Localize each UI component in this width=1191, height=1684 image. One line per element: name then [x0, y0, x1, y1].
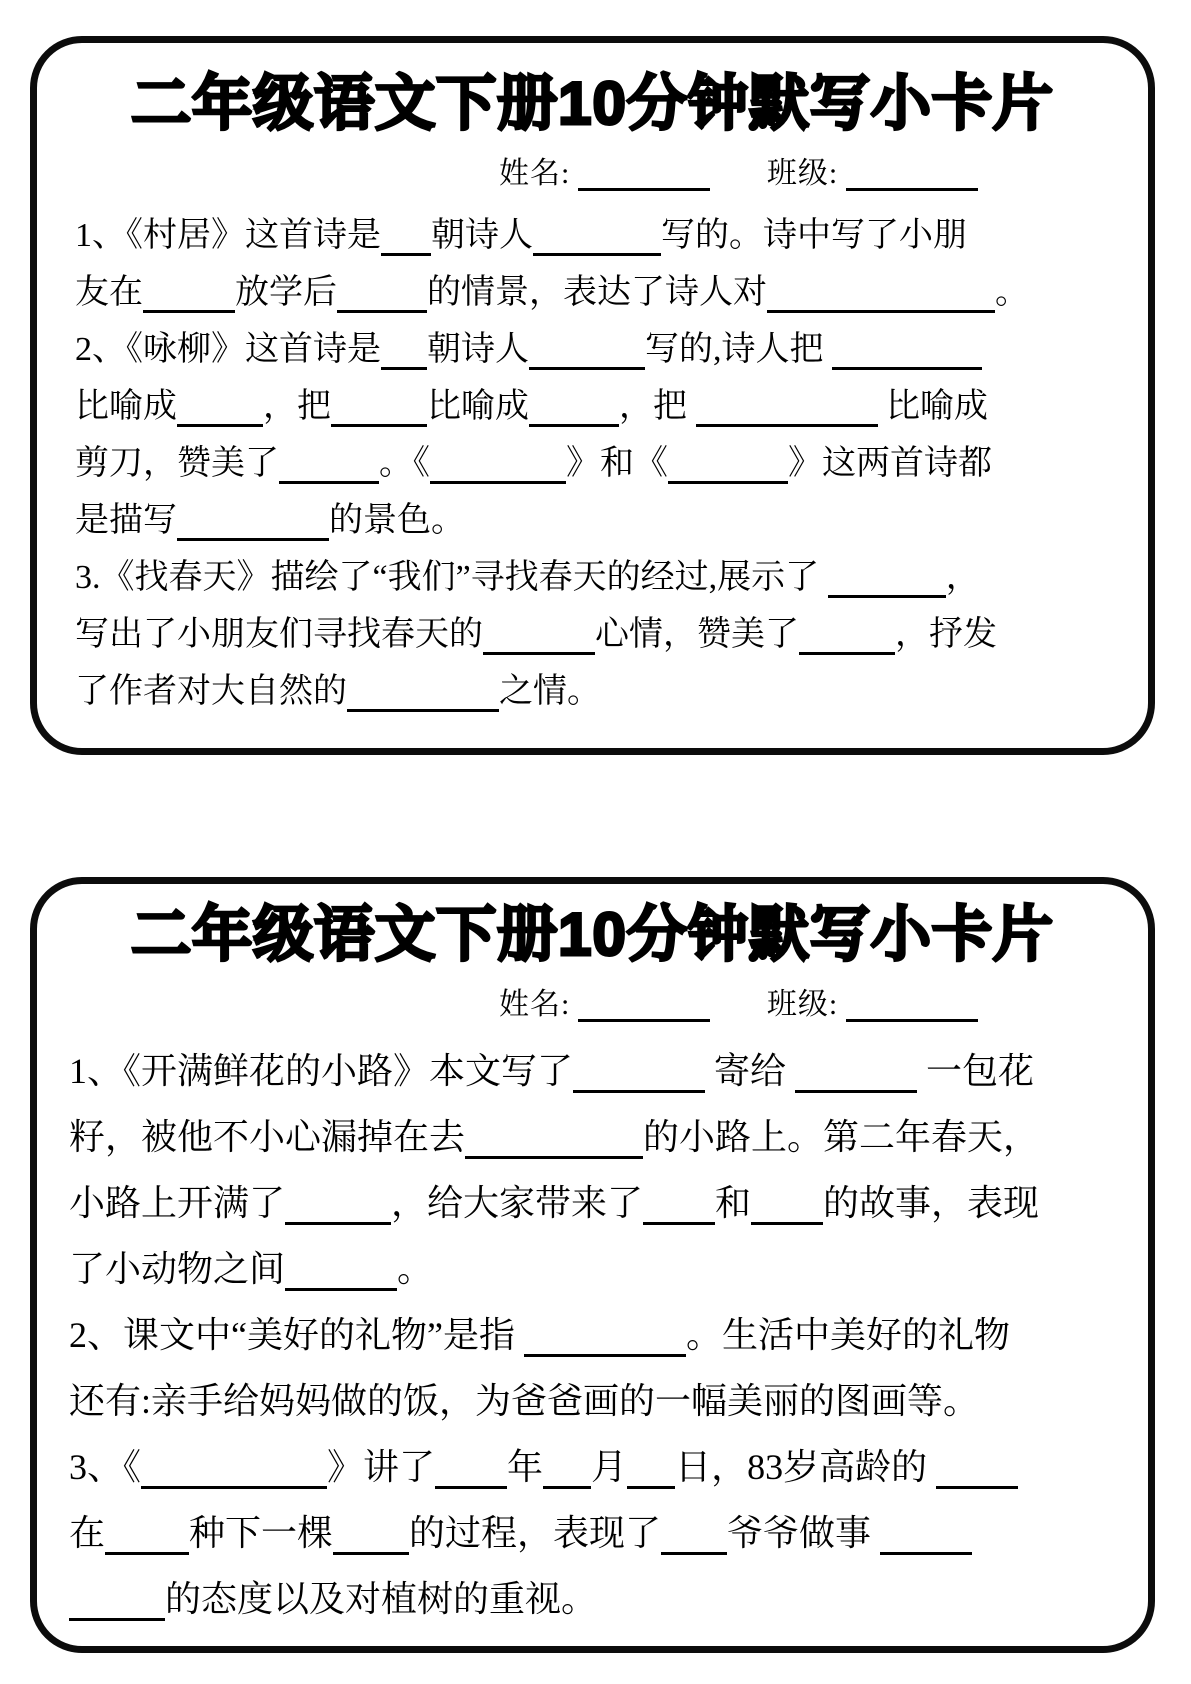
question-text: 比喻成: [427, 388, 529, 425]
question-text: 3.《找春天》描绘了“我们”寻找春天的经过,展示了: [75, 559, 828, 596]
question-text: 写出了小朋友们寻找春天的: [75, 616, 483, 653]
answer-blank-line: [668, 450, 788, 484]
answer-blank-line: [435, 1453, 507, 1489]
question-text: 了小动物之间: [69, 1249, 286, 1289]
question-line: [69, 1302, 1114, 1368]
question-text: 籽，被他不小心漏掉在去: [69, 1117, 466, 1157]
answer-blank-line: [696, 393, 878, 427]
answer-blank-line: [285, 1189, 391, 1225]
name-label: 姓名:: [499, 988, 571, 1021]
answer-blank-line: [627, 1453, 675, 1489]
question-line: [75, 663, 1114, 720]
question-line: [75, 549, 1114, 606]
name-class-row: [37, 982, 1148, 1028]
answer-blank-line: [936, 1453, 1018, 1489]
question-text: 。: [995, 274, 1029, 311]
question-text: 是描写: [75, 502, 177, 539]
answer-blank-line: [573, 1057, 705, 1093]
answer-blank-line: [143, 279, 235, 313]
answer-blank-line: [529, 336, 645, 370]
answer-blank-line: [381, 336, 427, 370]
question-line: [69, 1434, 1114, 1500]
question-text: 比喻成: [75, 388, 177, 425]
question-text: 1、《村居》这首诗是: [75, 217, 381, 254]
question-text: 心情，赞美了: [595, 616, 799, 653]
question-line: [75, 207, 1114, 264]
question-text: 朝诗人: [427, 331, 529, 368]
question-text: 。: [397, 1249, 434, 1289]
answer-blank-line: [333, 1519, 409, 1555]
name-blank-line: [578, 161, 710, 191]
answer-blank-line: [177, 507, 329, 541]
question-text: 的景色。: [329, 502, 465, 539]
question-text: 年: [507, 1447, 544, 1487]
question-text: 寄给: [705, 1051, 796, 1091]
question-lines: [37, 1028, 1148, 1632]
name-blank-line: [578, 992, 710, 1022]
question-text: 爷爷做事: [727, 1513, 881, 1553]
question-line: [69, 1038, 1114, 1104]
answer-blank-line: [529, 393, 619, 427]
question-text: 友在: [75, 274, 143, 311]
question-text: 2、《咏柳》这首诗是: [75, 331, 381, 368]
question-text: ，抒发: [895, 616, 997, 653]
card-title: 二年级语文下册10分钟默写小卡片: [131, 70, 1054, 137]
question-lines: [37, 197, 1148, 720]
card-title: 二年级语文下册10分钟默写小卡片: [131, 901, 1054, 968]
answer-blank-line: [661, 1519, 727, 1555]
dictation-card-2: [30, 877, 1155, 1653]
question-text: 2、课文中“美好的礼物”是指: [69, 1315, 524, 1355]
question-line: [69, 1104, 1114, 1170]
question-text: ，给大家带来了: [391, 1183, 644, 1223]
answer-blank-line: [279, 450, 379, 484]
question-text: 月: [591, 1447, 628, 1487]
question-text: 和: [715, 1183, 752, 1223]
answer-blank-line: [524, 1321, 686, 1357]
question-text: 》这两首诗都: [788, 445, 992, 482]
question-text: 比喻成: [877, 388, 988, 425]
answer-blank-line: [285, 1255, 397, 1291]
question-text: 的故事，表现: [823, 1183, 1040, 1223]
name-label: 姓名:: [499, 157, 571, 190]
dictation-card-1: [30, 36, 1155, 755]
question-text: 剪刀，赞美了: [75, 445, 279, 482]
question-line: [69, 1236, 1114, 1302]
question-line: [75, 264, 1114, 321]
answer-blank-line: [105, 1519, 189, 1555]
question-line: [69, 1566, 1114, 1632]
answer-blank-line: [69, 1585, 165, 1621]
question-text: 写的,诗人把: [645, 331, 832, 368]
question-text: ，把: [263, 388, 331, 425]
question-line: [69, 1500, 1114, 1566]
answer-blank-line: [828, 564, 946, 598]
answer-blank-line: [533, 222, 661, 256]
question-text: 的过程，表现了: [409, 1513, 662, 1553]
answer-blank-line: [643, 1189, 715, 1225]
question-text: 。《: [379, 445, 430, 482]
answer-blank-line: [483, 621, 595, 655]
question-line: [75, 435, 1114, 492]
answer-blank-line: [767, 279, 995, 313]
question-text: 的情景，表达了诗人对: [427, 274, 767, 311]
question-text: 1、《开满鲜花的小路》本文写了: [69, 1051, 574, 1091]
answer-blank-line: [337, 279, 427, 313]
question-text: 放学后: [235, 274, 337, 311]
answer-blank-line: [347, 678, 499, 712]
answer-blank-line: [381, 222, 431, 256]
question-text: 之情。: [499, 673, 601, 710]
question-text: 还有:亲手给妈妈做的饭，为爸爸画的一幅美丽的图画等。: [69, 1381, 980, 1421]
question-line: [75, 321, 1114, 378]
name-class-row: [37, 151, 1148, 197]
question-text: 的小路上。第二年春天，: [643, 1117, 1040, 1157]
answer-blank-line: [331, 393, 427, 427]
question-text: ，: [945, 559, 980, 596]
question-text: 小路上开满了: [69, 1183, 286, 1223]
class-label: 班级:: [766, 157, 839, 190]
question-text: 》讲了: [327, 1447, 436, 1487]
question-line: [75, 378, 1114, 435]
class-label: 班级:: [766, 988, 839, 1021]
answer-blank-line: [799, 621, 895, 655]
question-line: [69, 1368, 1114, 1434]
answer-blank-line: [832, 336, 982, 370]
answer-blank-line: [141, 1453, 327, 1489]
class-blank-line: [846, 161, 978, 191]
question-text: 写的。诗中写了小朋: [661, 217, 967, 254]
answer-blank-line: [751, 1189, 823, 1225]
answer-blank-line: [177, 393, 263, 427]
answer-blank-line: [543, 1453, 591, 1489]
question-line: [75, 606, 1114, 663]
question-text: 了作者对大自然的: [75, 673, 347, 710]
answer-blank-line: [430, 450, 566, 484]
question-text: 一包花: [917, 1051, 1035, 1091]
question-line: [69, 1170, 1114, 1236]
question-line: [75, 492, 1114, 549]
question-text: 日，83岁高龄的: [675, 1447, 937, 1487]
answer-blank-line: [465, 1123, 643, 1159]
answer-blank-line: [880, 1519, 972, 1555]
question-text: 在: [69, 1513, 106, 1553]
question-text: 的态度以及对植树的重视。: [165, 1579, 598, 1619]
question-text: 种下一棵: [189, 1513, 334, 1553]
question-text: 朝诗人: [431, 217, 533, 254]
answer-blank-line: [795, 1057, 917, 1093]
question-text: 3、《: [69, 1447, 142, 1487]
class-blank-line: [846, 992, 978, 1022]
question-text: 》和《: [566, 445, 668, 482]
question-text: ，把: [619, 388, 696, 425]
question-text: 。生活中美好的礼物: [685, 1315, 1010, 1355]
